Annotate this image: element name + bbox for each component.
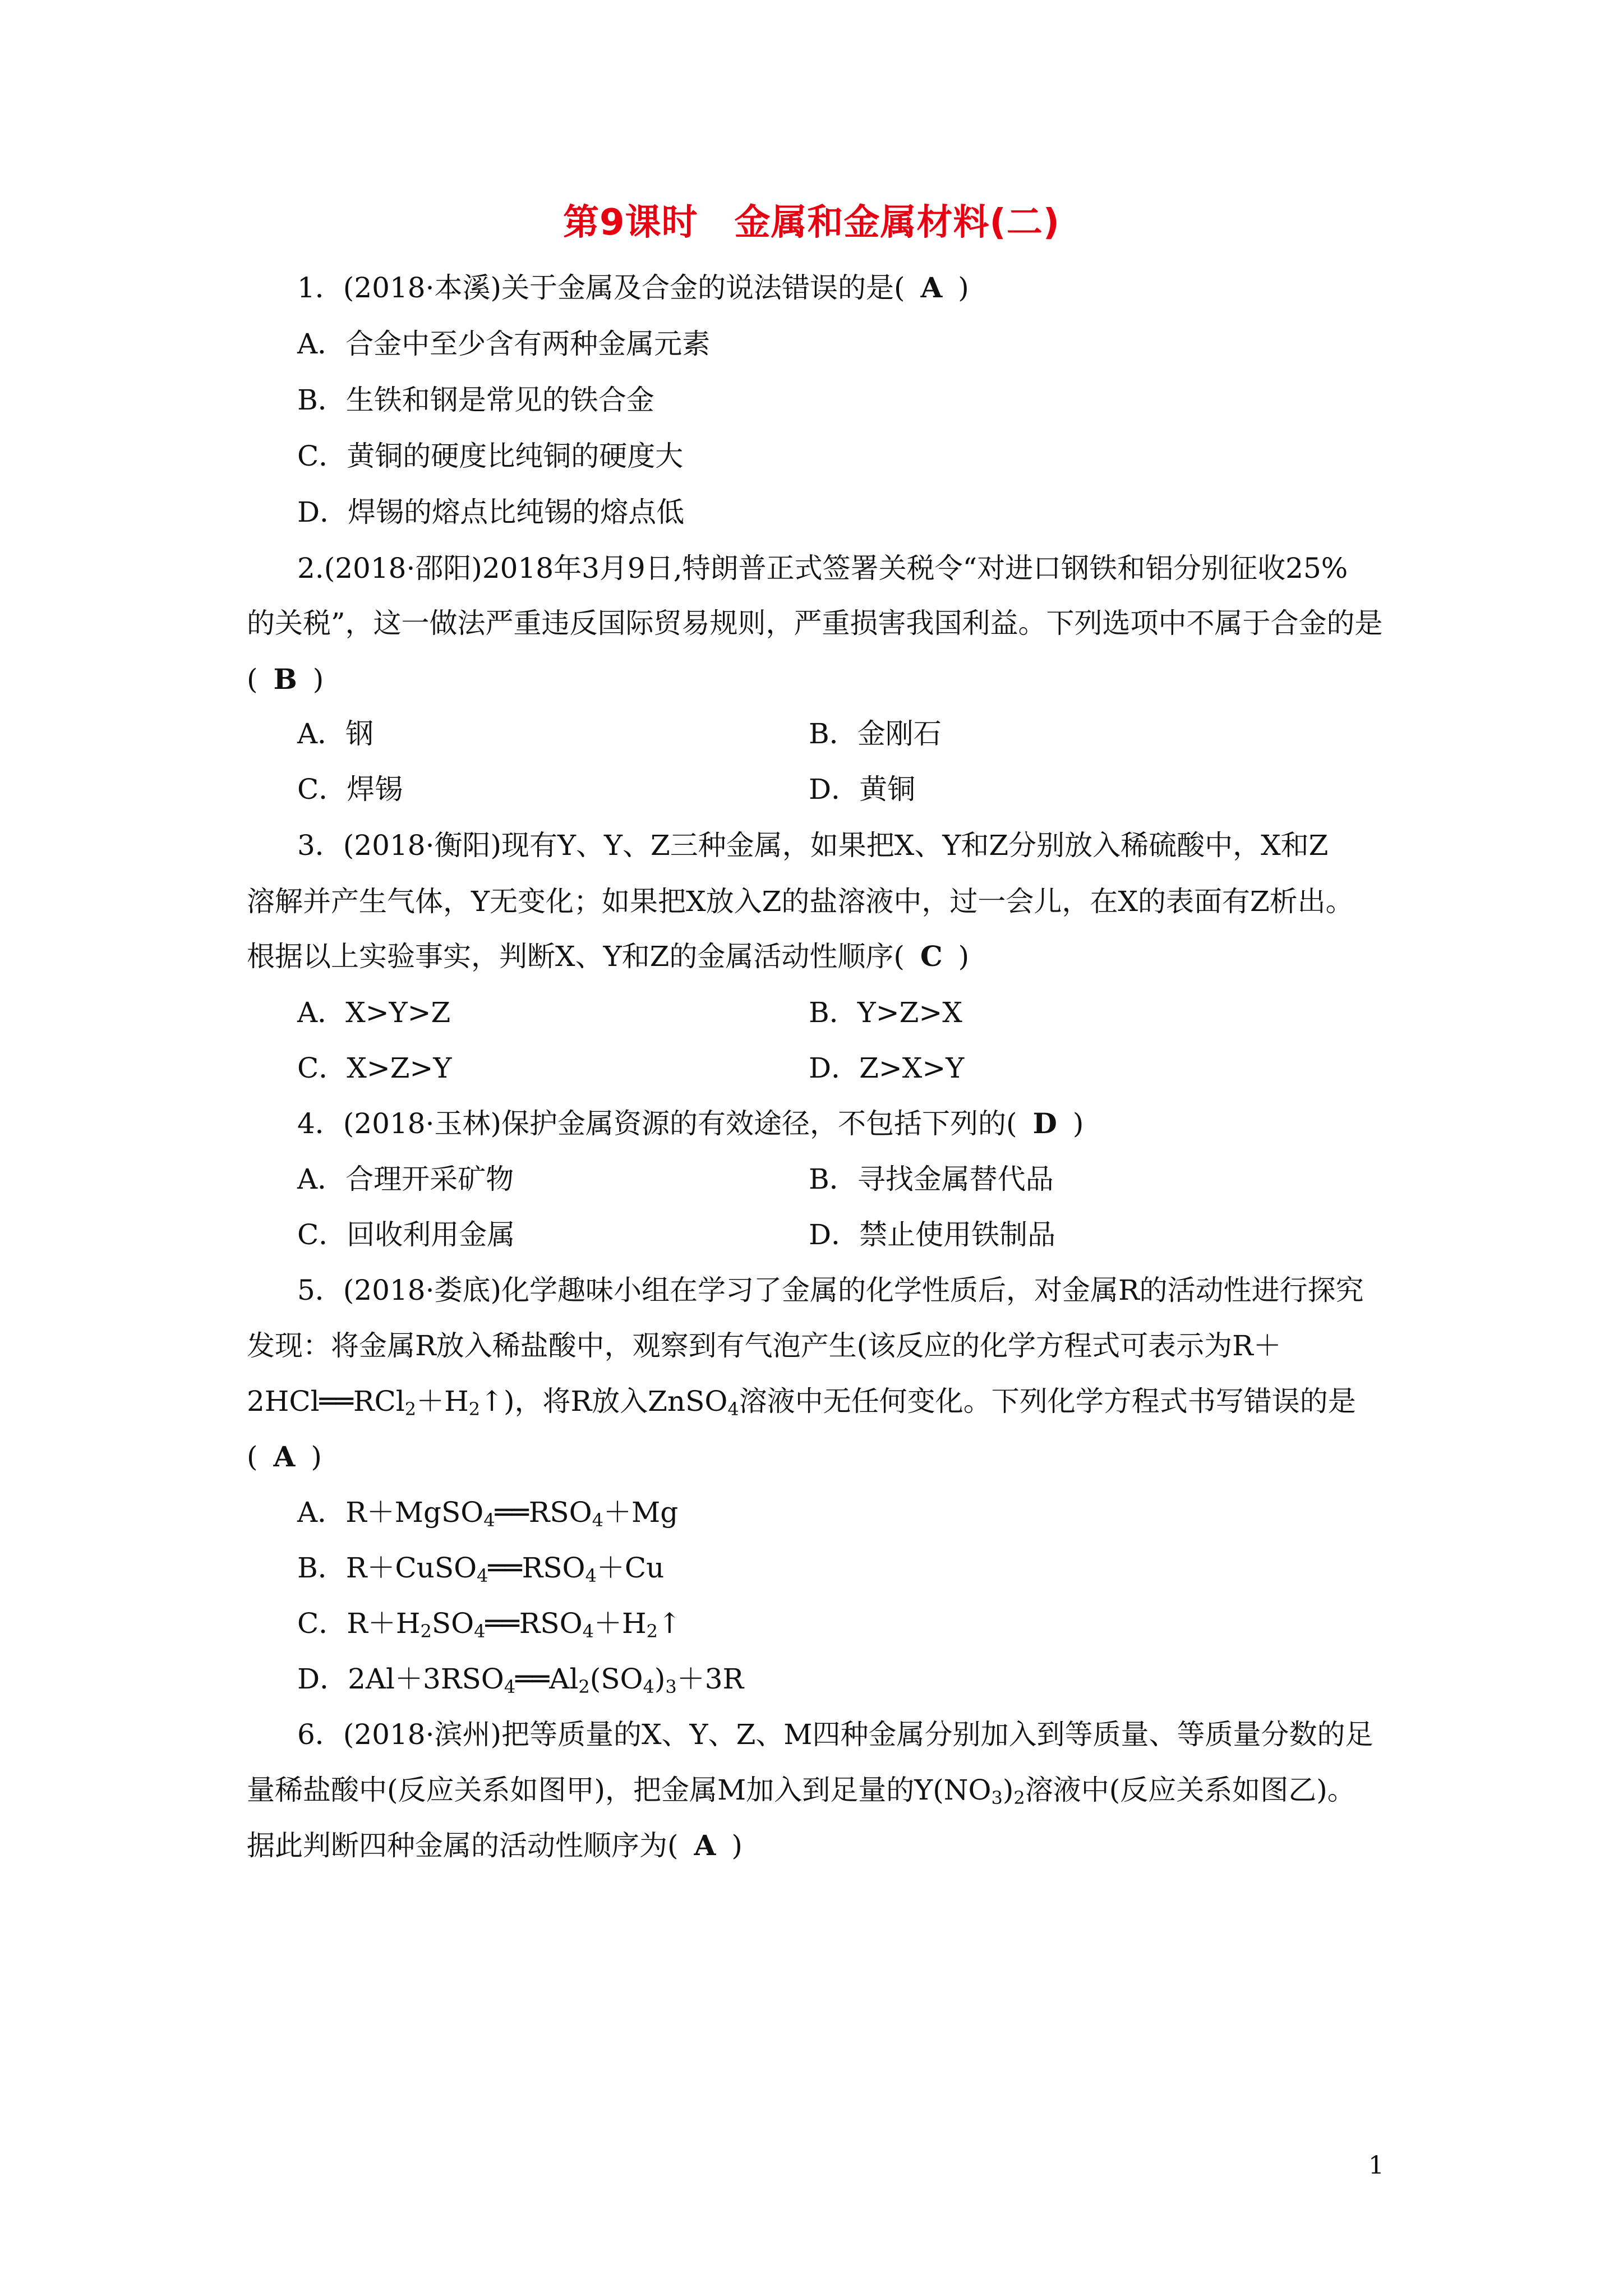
- q5-option-c: C．$R+H_2SO_4══RSO_4+H_2↑$: [297, 1607, 681, 1642]
- q3-line-3: 根据以上实验事实，判断X、Y和Z的金属活动性顺序( C ): [247, 940, 970, 973]
- q2-option-d: D．黄铜: [809, 773, 916, 806]
- q3-option-b: B．Y>Z>X: [809, 996, 962, 1029]
- q1-option-b: B．生铁和钢是常见的铁合金: [297, 384, 654, 416]
- page-number: 1: [1368, 2151, 1384, 2180]
- q1-option-c: C．黄铜的硬度比纯铜的硬度大: [297, 440, 684, 472]
- q5-line-2: 发现：将金属R放入稀盐酸中，观察到有气泡产生(该反应的化学方程式可表示为R＋: [247, 1329, 1281, 1362]
- q3-option-d: D．Z>X>Y: [809, 1052, 965, 1084]
- q4-option-a: A．合理开采矿物: [297, 1163, 514, 1195]
- q1-stem: 1．(2018·本溪)关于金属及合金的说法错误的是( A ): [297, 271, 969, 304]
- q5-line-1: 5．(2018·娄底)化学趣味小组在学习了金属的化学性质后，对金属R的活动性进行探究: [297, 1274, 1364, 1306]
- q3-answer: C: [920, 940, 943, 973]
- q2-option-c: C．焊锡: [297, 773, 403, 806]
- q3-line-2: 溶解并产生气体，Y无变化；如果把X放入Z的盐溶液中，过一会儿，在X的表面有Z析出。: [247, 885, 1354, 918]
- q2-option-a: A．钢: [297, 717, 374, 750]
- q1-option-a: A．合金中至少含有两种金属元素: [297, 328, 711, 360]
- q2-line-1: 2.(2018·邵阳)2018年3月9日,特朗普正式签署关税令“对进口钢铁和铝分别征收25%: [297, 552, 1348, 585]
- q4-option-d: D．禁止使用铁制品: [809, 1218, 1056, 1251]
- q6-answer: A: [694, 1829, 716, 1862]
- q3-option-a: A．X>Y>Z: [297, 996, 451, 1029]
- q1-option-d: D．焊锡的熔点比纯锡的熔点低: [297, 496, 685, 528]
- q5-option-b: B．$R+CuSO_4══RSO_4+Cu$: [297, 1552, 665, 1586]
- q1-answer: A: [920, 271, 943, 304]
- q4-option-b: B．寻找金属替代品: [809, 1163, 1054, 1195]
- q4-stem: 4．(2018·玉林)保护金属资源的有效途径，不包括下列的( D ): [297, 1107, 1084, 1140]
- q3-option-c: C．X>Z>Y: [297, 1052, 452, 1084]
- q4-option-c: C．回收利用金属: [297, 1218, 515, 1251]
- q5-option-a: A．$R+MgSO_4══RSO_4+Mg$: [297, 1496, 679, 1531]
- q5-answer-line: ( A ): [247, 1440, 322, 1473]
- q5-line-3: $2HCl══RCl_2+H_2↑$)，将R放入ZnSO$_4$溶液中无任何变化。下列化学方程式书写错误的是: [247, 1385, 1356, 1420]
- q5-option-d: D．$2Al+3RSO_4══Al_2(SO_4)_3+3R$: [297, 1663, 744, 1697]
- q5-answer: A: [273, 1440, 296, 1473]
- q6-line-3: 据此判断四种金属的活动性顺序为( A ): [247, 1829, 743, 1862]
- q6-line-1: 6．(2018·滨州)把等质量的X、Y、Z、M四种金属分别加入到等质量、等质量分数的足: [297, 1718, 1373, 1751]
- q2-answer-line: ( B ): [247, 662, 324, 696]
- page-title: 第9课时 金属和金属材料(二): [562, 202, 1061, 243]
- q2-option-b: B．金刚石: [809, 717, 942, 750]
- q4-answer: D: [1032, 1107, 1057, 1140]
- q2-answer: B: [273, 662, 297, 696]
- q3-line-1: 3．(2018·衡阳)现有Y、Y、Z三种金属，如果把X、Y和Z分别放入稀硫酸中，X和Z: [297, 829, 1329, 862]
- q2-line-2: 的关税”，这一做法严重违反国际贸易规则，严重损害我国利益。下列选项中不属于合金的是: [247, 607, 1383, 639]
- q6-line-2: 量稀盐酸中(反应关系如图甲)，把金属M加入到足量的$Y(NO_3)_2$溶液中(反应关系如图乙)。: [247, 1774, 1355, 1809]
